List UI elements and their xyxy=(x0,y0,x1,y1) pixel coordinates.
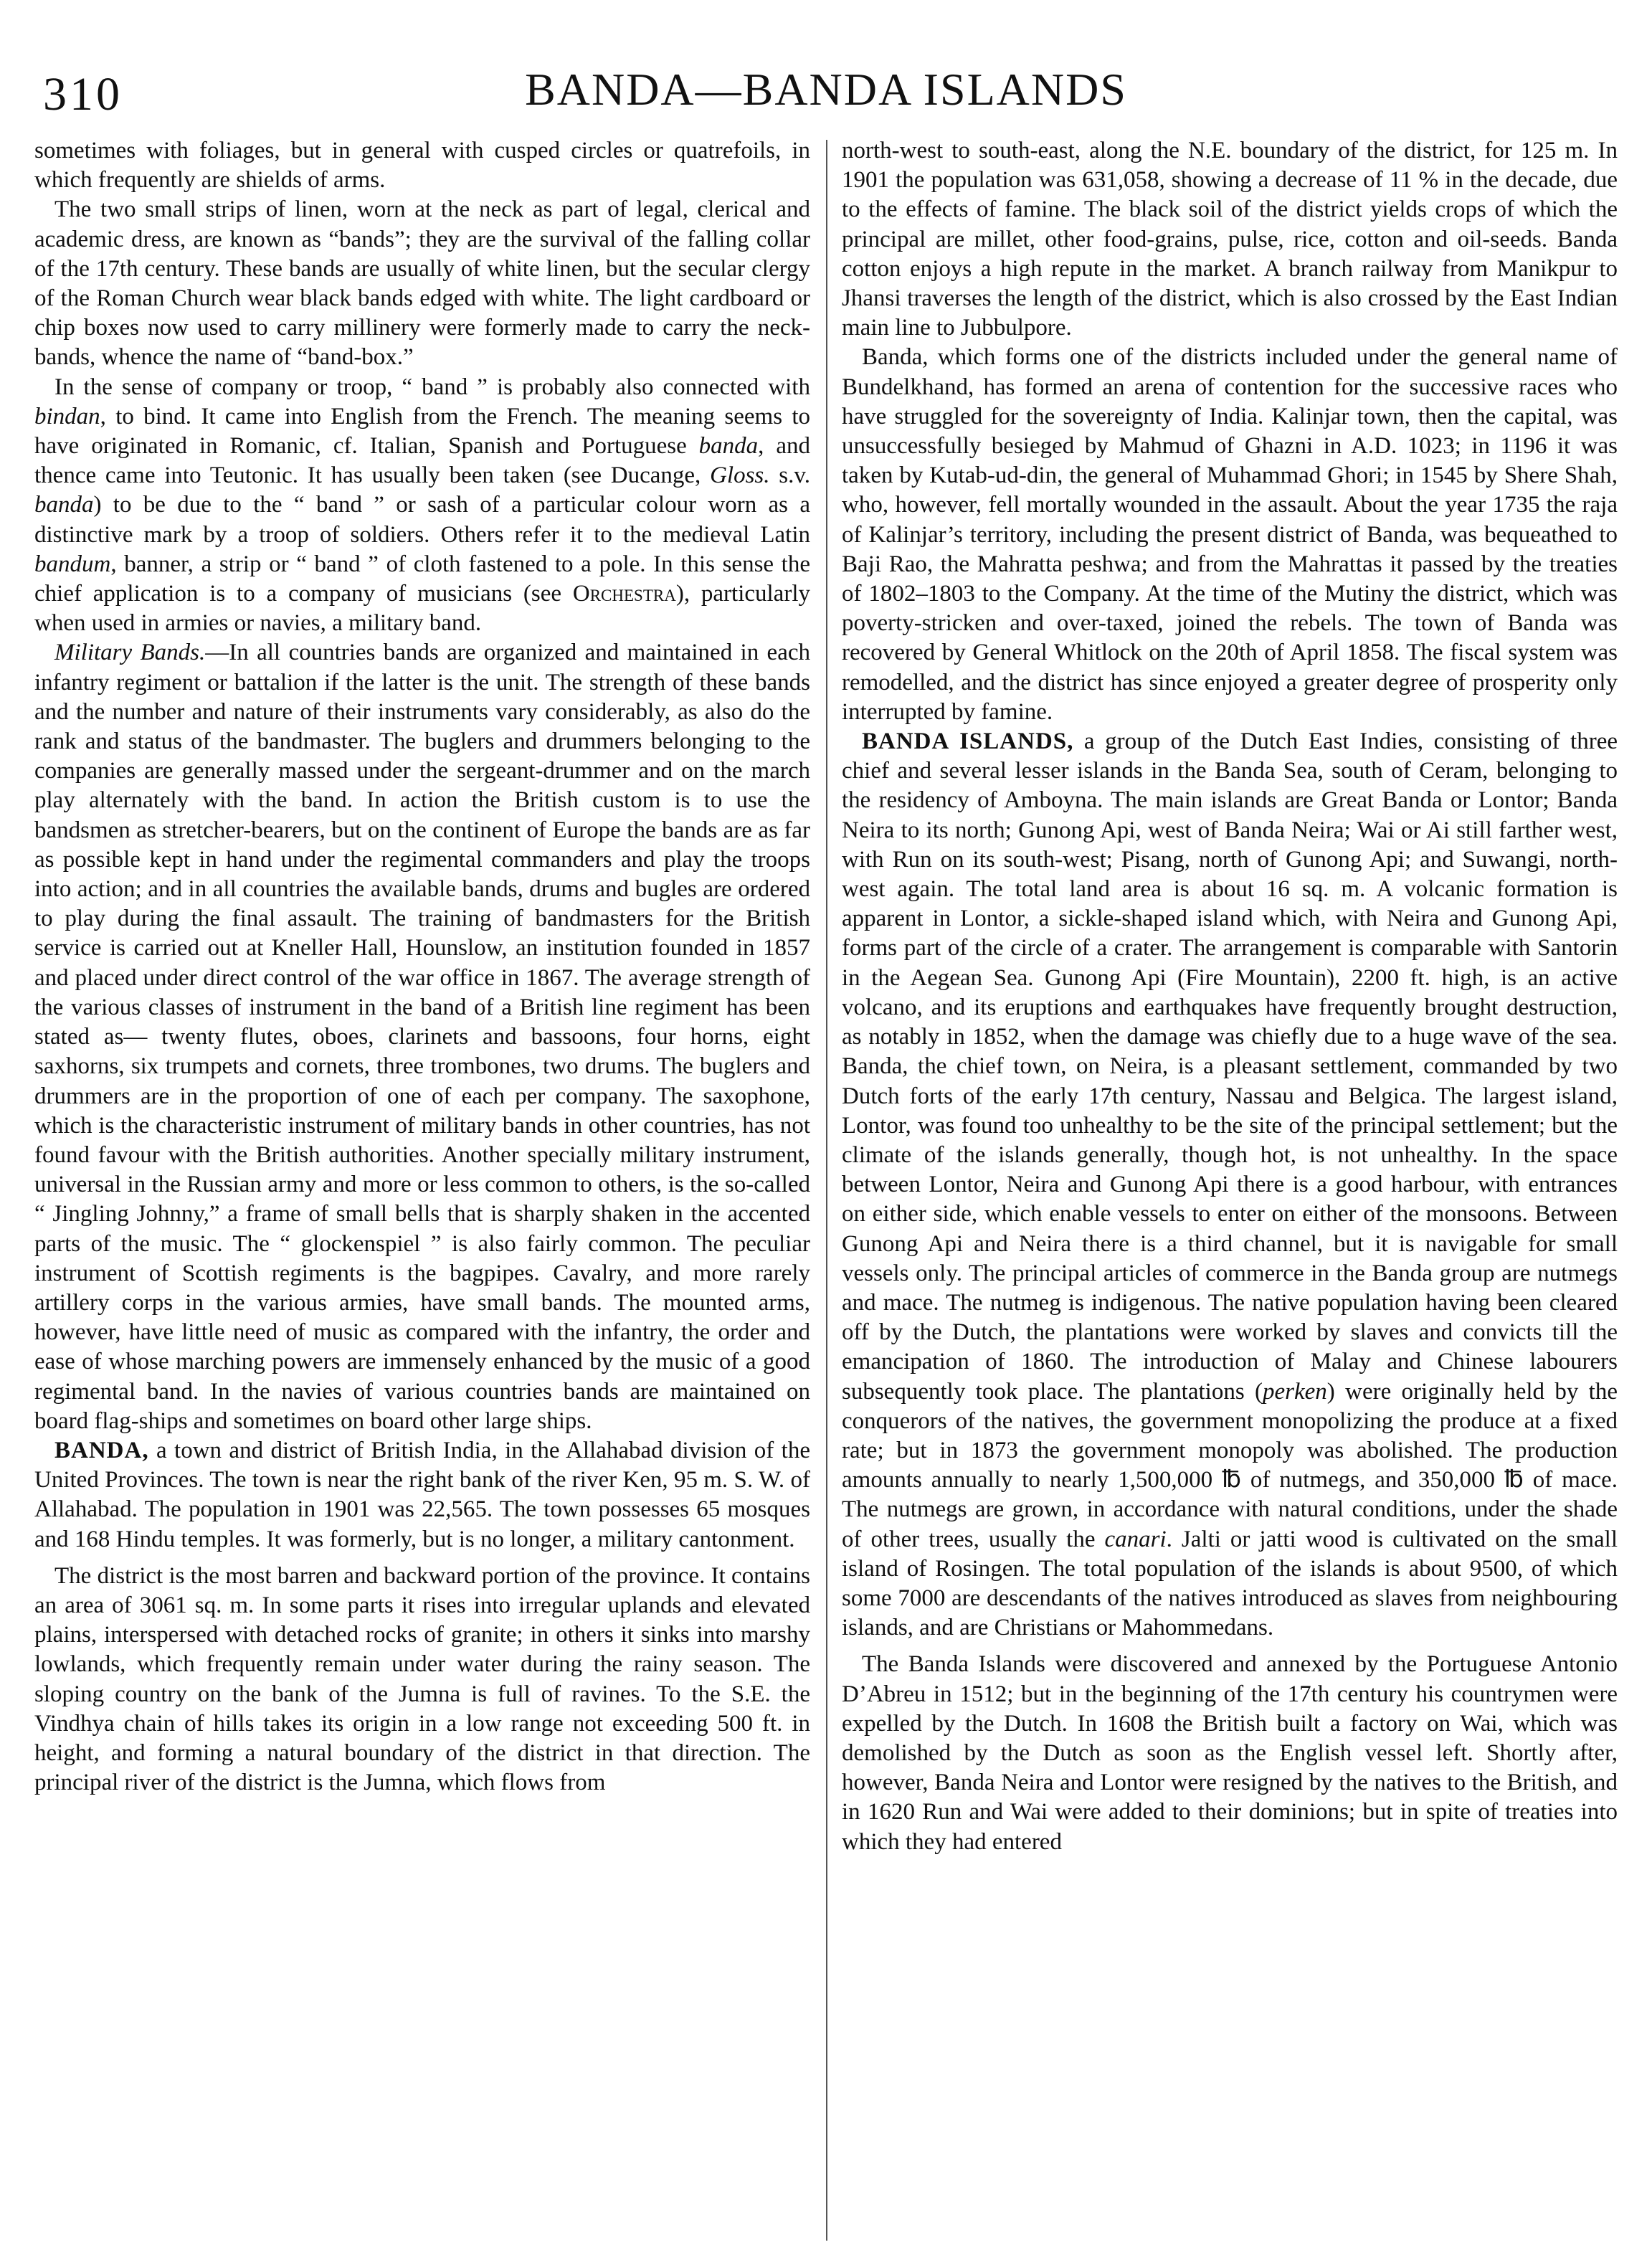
text-run: , and thence came into Teutonic. It has usually been taken (see Ducange, xyxy=(34,433,810,489)
entry-banda xyxy=(34,1436,810,1554)
italic-term: bandum xyxy=(34,551,111,577)
paragraph-band-etymology xyxy=(34,373,810,639)
text-run: —In all countries bands are organized and maintained in each infantry regiment or battalion if the latter is the unit. The strength of these bands and the number and nature of their instruments vary considerably, as also do the rank and status of the bandmaster. The buglers and drummers belonging to the companies are generally massed under the sergeant-drummer and on the march play alternately with the band. In action the British custom is to use the bandsmen as stretcher-bearers, but on the continent of Europe the bands are as far as possible kept in hand under the regimental commanders and play the troops into action; and in all countries the available bands, drums and bugles are ordered to play during the final assault. The training of bandmasters for the British service is carried out at Kneller Hall, Hounslow, an institution founded in 1857 and placed under direct control of the war office in 1867. The average strength of the various classes of instrument in the band of a British line regiment has been stated as— twenty flutes, oboes, clarinets and bassoons, four horns, eight saxhorns, six trumpets and cornets, three trombones, two drums. The buglers and drummers are in the proportion of one of each per company. The saxophone, which is the characteristic instrument of military bands in other countries, has not found favour with the British authorities. Another specially military instrument, universal in the Russian army and more or less common to others, is the so-called “ Jingling Johnny,” a frame of small bells that is sharply shaken in the accented parts of the music. The “ glockenspiel ” is also fairly common. The peculiar instrument of Scottish regiments is the bagpipes. Cavalry, and more rarely artillery corps in the various armies, have small bands. The mounted arms, however, have little need of music as compared with the infantry, the order and ease of whose marching powers are immensely enhanced by the music of a good regimental band. In the navies of various countries bands are maintained on board flag-ships and sometimes on board other large ships. xyxy=(34,640,810,1434)
paragraph-banda-history: Banda, which forms one of the districts included under the general name of Bundelkhand, has formed an arena of contention for the successive races who have struggled for the sovereignty of India. Kalinjar town, then the capital, was unsuccessfully besieged by Mahmud of Ghazni in A.D. 1023; in 1196 it was taken by Kutab-ud-din, the general of Muhammad Ghori; in 1545 by Shere Shah, who, however, fell mortally wounded in the assault. About the year 1735 the raja of Kalinjar’s territory, including the present district of Banda, was bequeathed to Baji Rao, the Mahratta peshwa; and from the Mahrattas it passed by the treaties of 1802–1803 to the Company. At the time of the Mutiny the district, which was poverty-stricken and over-taxed, joined the rebels. The town of Banda was recovered by General Whitlock on the 20th of April 1858. The fiscal system was remodelled, and the district has since enjoyed a greater degree of prosperity only interrupted by famine. xyxy=(842,344,1618,725)
text-run: . Jalti or jatti wood is cultivated on the small island of Rosingen. The total population of the islands is about 9500, of which some 7000 are descendants of the natives introduced as slaves from neighbouring islands, and are Christians or Mahommedans. xyxy=(842,1526,1618,1641)
cross-reference: Orchestra xyxy=(572,581,676,607)
section-heading: Military Bands. xyxy=(54,640,206,666)
paragraph-banda-district-cont: north-west to south-east, along the N.E. boundary of the district, for 125 m. In 1901 the population was 631,058, showing a decrease of 11 % in the decade, due to the effects of famine. The black soil of the district yields crops of which the principal are millet, other food-grains, pulse, rice, cotton and oil-seeds. Banda cotton enjoys a high repute in the market. A branch railway from Manikpur to Jhansi traverses the length of the district, which is also crossed by the East Indian main line to Jubbulpore. xyxy=(842,138,1618,341)
text-run: , to bind. It came into English from the French. The meaning seems to have originated in Romanic, cf. Italian, Spanish and Portuguese xyxy=(34,403,810,460)
text-run: ) to be due to the “ band ” or sash of a particular colour worn as a distinctive mark by a troop of soldiers. Others refer it to the medieval Latin xyxy=(34,492,810,548)
italic-term: perken xyxy=(1263,1378,1327,1405)
left-column xyxy=(34,136,810,2244)
paragraph-banda-islands-history: The Banda Islands were discovered and annexed by the Portuguese Antonio D’Abreu in 1512; but in the beginning of the 17th century his countrymen were expelled by the Dutch. In 1608 the British built a factory on Wai, which was demolished by the Dutch as soon as the English vessel left. Shortly after, however, Banda Neira and Lontor were resigned by the natives to the British, and in 1620 Run and Wai were added to their dominions; but in spite of treaties into which they had entered xyxy=(842,1651,1618,1855)
page-header xyxy=(43,57,1609,136)
italic-term: bindan xyxy=(34,403,100,429)
italic-term: Gloss. xyxy=(710,462,770,489)
text-run: a group of the Dutch East Indies, consisting of three chief and several lesser islands in the Banda Sea, south of Ceram, belonging to the residency of Amboyna. The main islands are Great Banda or Lontor; Banda Neira to its north; Gunong Api, west of Banda Neira; Wai or Ai still farther west, with Run on its south-west; Pisang, north of Gunong Api; and Suwangi, north-west again. The total land area is about 16 sq. m. A volcanic formation is apparent in Lontor, a sickle-shaped island which, with Neira and Gunong Api, forms part of the circle of a crater. The arrangement is comparable with Santorin in the Aegean Sea. Gunong Api (Fire Mountain), 2200 ft. high, is an active volcano, and its eruptions and earthquakes have frequently brought destruction, as notably in 1852, when the damage was chiefly due to a huge wave of the sea. Banda, the chief town, on Neira, is a pleasant settlement, commanded by two Dutch forts of the early 17th century, Nassau and Belgica. The largest island, Lontor, was found too unhealthy to be the site of the principal settlement; but the climate of the islands generally, though hot, is not unhealthy. In the space between Lontor, Neira and Gunong Api there is a good harbour, with entrances on either side, which enable vessels to enter on either of the monsoons. Between Gunong Api and Neira there is a third channel, but it is navigable for small vessels only. The principal articles of commerce in the Banda group are nutmegs and mace. The nutmeg is indigenous. The native population having been cleared off by the Dutch, the plantations were worked by slaves and convicts till the emancipation of 1860. The introduction of Malay and Chinese labourers subsequently took place. The plantations ( xyxy=(842,728,1618,1405)
italic-term: canari xyxy=(1104,1526,1167,1552)
italic-term: banda xyxy=(698,433,759,460)
entry-banda-islands xyxy=(842,727,1618,1643)
right-column xyxy=(842,136,1618,2244)
entry-headword: BANDA, xyxy=(54,1437,149,1463)
italic-term: banda xyxy=(34,492,94,518)
paragraph-bands-ornament: sometimes with foliages, but in general with cusped circles or quatrefoils, in which frequently are shields of arms. xyxy=(34,138,810,194)
entry-headword: BANDA ISLANDS, xyxy=(862,728,1074,755)
column-divider xyxy=(826,140,827,2241)
text-run: s.v. xyxy=(769,462,810,489)
page-number: 310 xyxy=(43,68,123,120)
text-run: , banner, a strip or “ band ” of cloth fastened to a pole. In this sense the chief application is to a company of musicians (see xyxy=(34,551,810,607)
paragraph-banda-district: The district is the most barren and backward portion of the province. It contains an area of 3061 sq. m. In some parts it rises into irregular uplands and elevated plains, interspersed with detached rocks of granite; in others it sinks into marshy lowlands, which frequently remain under water during the rainy season. The sloping country on the bank of the Jumna is full of ravines. To the S.E. the Vindhya chain of hills takes its origin in a low range not exceeding 500 ft. in height, and forming a natural boundary of the district in that direction. The principal river of the district is the Jumna, which flows from xyxy=(34,1562,810,1796)
text-run: a town and district of British India, in the Allahabad division of the United Provinces. The town is near the right bank of the river Ken, 95 m. S. W. of Allahabad. The population in 1901 was 22,565. The town possesses 65 mosques and 168 Hindu temples. It was formerly, but is no longer, a military cantonment. xyxy=(34,1437,810,1552)
text-run: In the sense of company or troop, “ band ” is probably also connected with xyxy=(54,374,810,400)
page-title: BANDA—BANDA ISLANDS xyxy=(525,64,1127,115)
paragraph-military-bands xyxy=(34,638,810,1435)
text-run: ) were originally held by the conquerors of the natives, the government monopolizing the produce at a fixed rate; but in 1873 the government monopoly was abolished. The production amounts annually to nearly 1,500,000 ℔ of nutmegs, and 350,000 ℔ of mace. The nutmegs are grown, in accordance with natural conditions, under the shade of other trees, usually the xyxy=(842,1378,1618,1552)
paragraph-neck-bands: The two small strips of linen, worn at the neck as part of legal, clerical and academic dress, are known as “bands”; they are the survival of the falling collar of the 17th century. These bands are usually of white linen, but the secular clergy of the Roman Church wear black bands edged with white. The light cardboard or chip boxes now used to carry millinery were formerly made to carry the neck-bands, whence the name of “band-box.” xyxy=(34,196,810,371)
text-run: ), particularly when used in armies or navies, a military band. xyxy=(34,581,810,637)
